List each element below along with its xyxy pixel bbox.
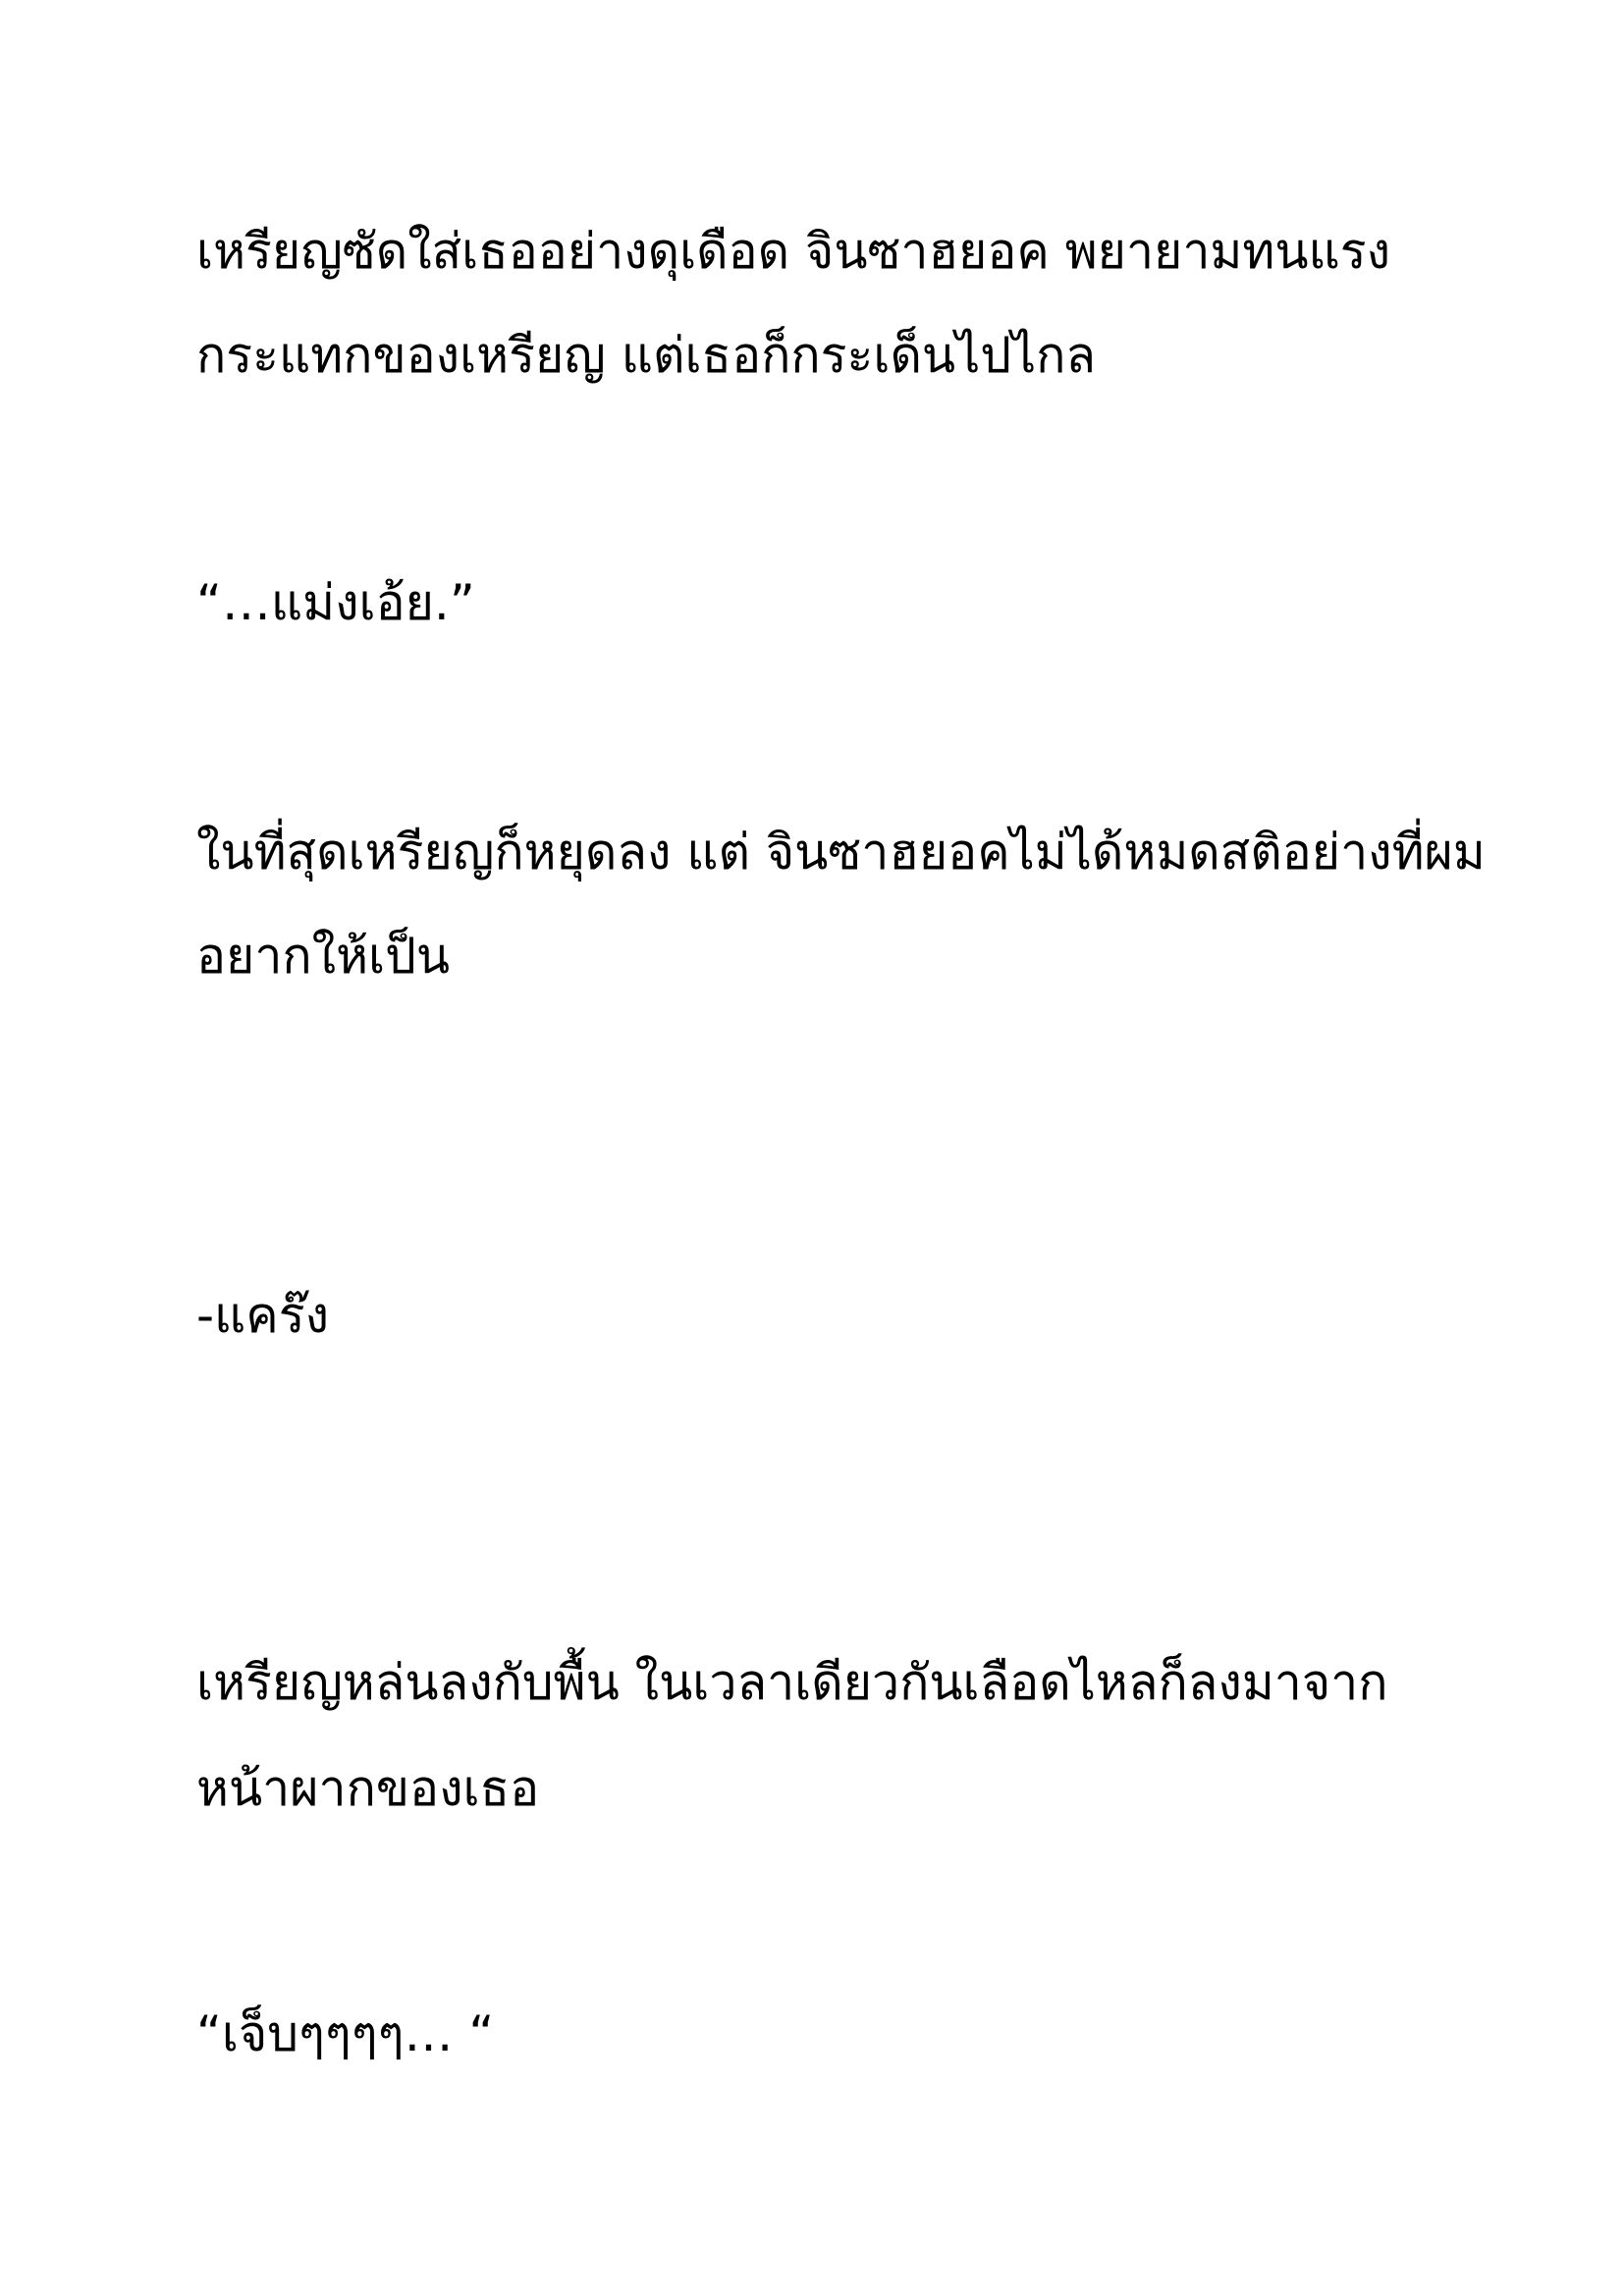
paragraph-1-line-2: กระแทกของเหรียญ แต่เธอก็กระเด็นไปไกล [196, 327, 1097, 384]
paragraph-1-line-1: เหรียญซัดใส่เธออย่างดุเดือด จินซาฮยอค พยายามทนแรง [196, 223, 1390, 280]
paragraph-5-line-2: หน้าผากของเธอ [196, 1760, 540, 1817]
paragraph-5-line-1: เหรียญหล่นลงกับพื้น ในเวลาเดียวกันเลือดไหลก็ลงมาจาก [196, 1654, 1388, 1711]
paragraph-3-line-2: อยากให้เป็น [196, 928, 451, 985]
paragraph-2-line-1: “…แม่งเอ้ย.” [196, 574, 475, 631]
paragraph-3-line-1: ในที่สุดเหรียญก็หยุดลง แต่ จินซาฮยอคไม่ได้หมดสติอย่างที่ผม [196, 824, 1486, 881]
paragraph-6-line-1: “เจ็บๆๆๆๆ… “ [196, 2005, 495, 2062]
paragraph-4-line-1: -แคร๊ง [196, 1287, 329, 1344]
